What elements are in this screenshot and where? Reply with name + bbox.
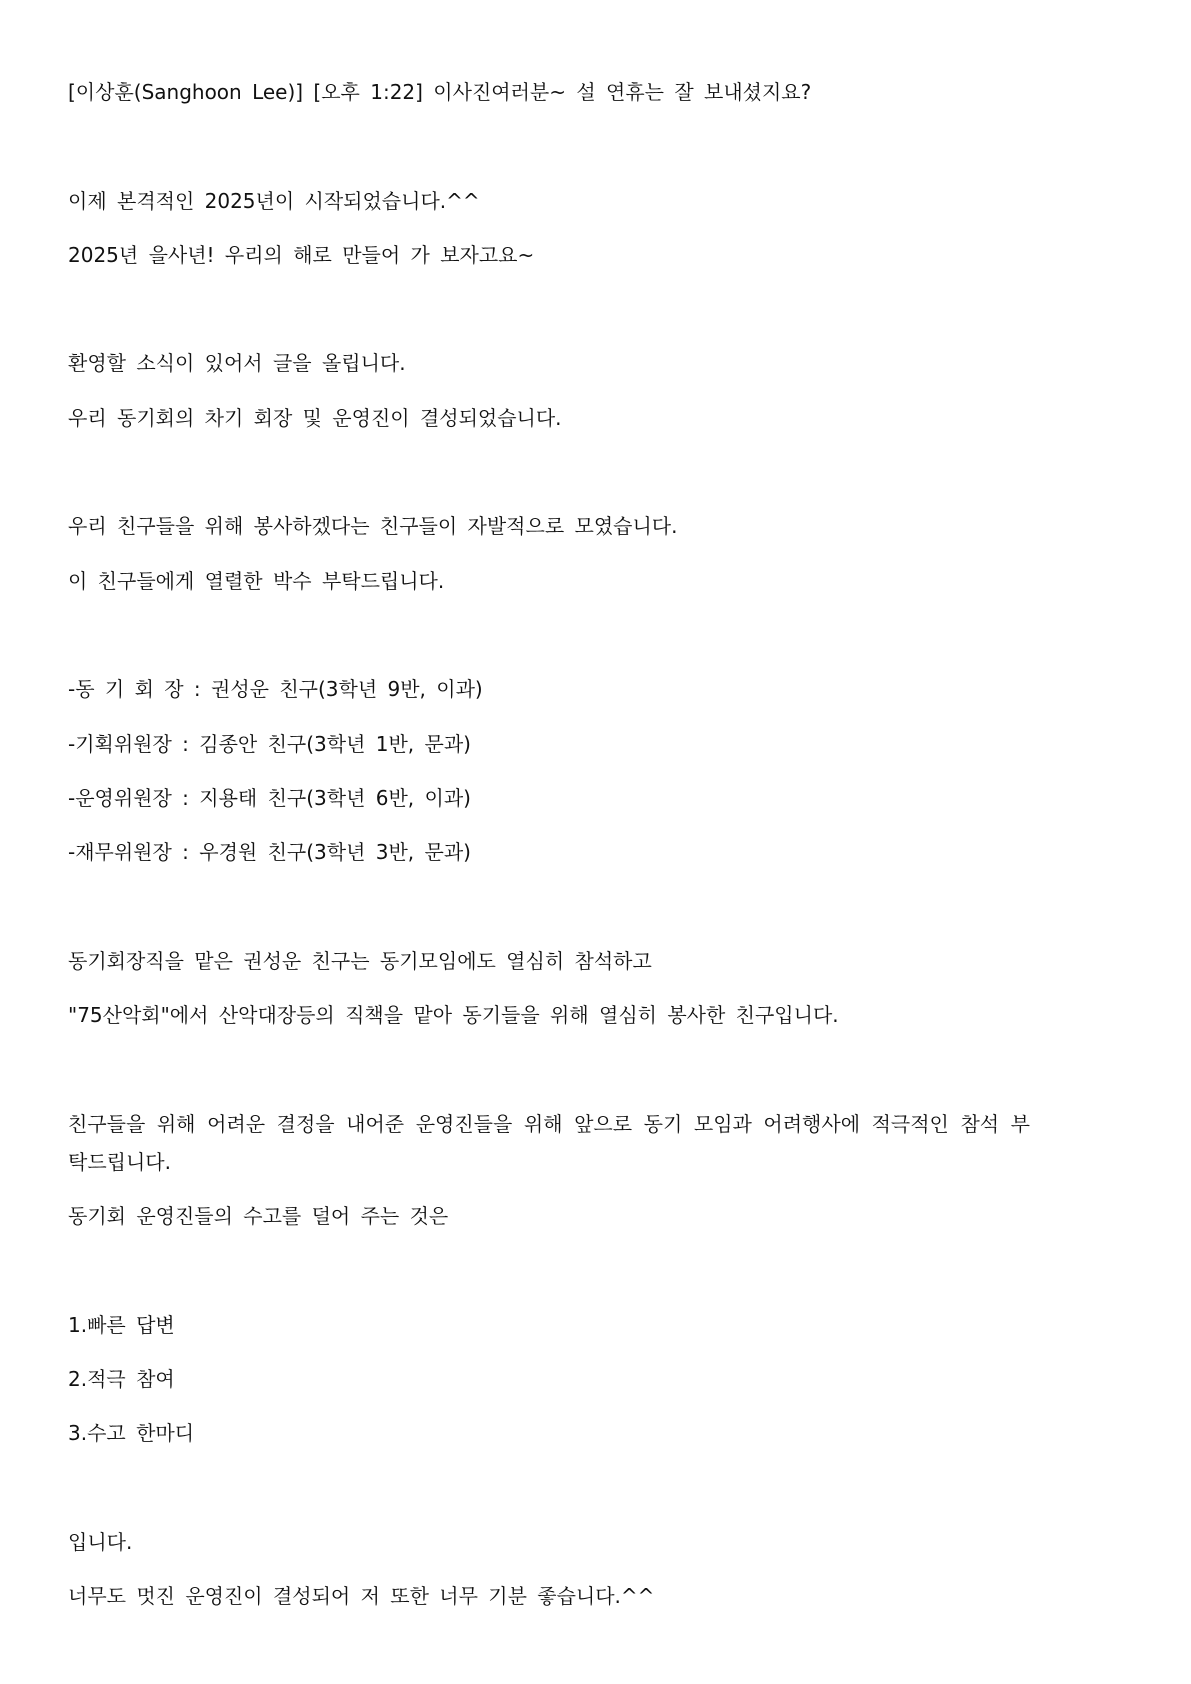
greeting-line: 이제 본격적인 2025년이 시작되었습니다.^^ (68, 188, 480, 213)
blank-line (68, 1050, 1030, 1088)
list-item: 2.적극 참여 (68, 1366, 175, 1391)
committee-member-finance: -재무위원장 : 우경원 친구(3학년 3반, 문과) (68, 840, 471, 865)
closing-line: 입니다. (68, 1529, 133, 1554)
blank-line (68, 887, 1030, 925)
chairman-intro-line: "75산악회"에서 산악대장등의 직책을 맡아 동기들을 위해 열심히 봉사한 친구입니다. (68, 1003, 839, 1028)
list-item: 3.수고 한마디 (68, 1421, 195, 1446)
blank-line (68, 1468, 1030, 1506)
request-line: 동기회 운영진들의 수고를 덜어 주는 것은 (68, 1203, 449, 1228)
list-item: 1.빠른 답변 (68, 1312, 175, 1337)
committee-member-chairman: -동 기 회 장 : 권성운 친구(3학년 9반, 이과) (68, 677, 483, 702)
blank-line (68, 1251, 1030, 1289)
announcement-line: 환영할 소식이 있어서 글을 올립니다. (68, 351, 406, 376)
blank-line (68, 290, 1030, 328)
blank-line (68, 127, 1030, 165)
volunteers-line: 우리 친구들을 위해 봉사하겠다는 친구들이 자발적으로 모였습니다. (68, 514, 678, 539)
volunteers-line: 이 친구들에게 열렬한 박수 부탁드립니다. (68, 568, 445, 593)
message-header: [이상훈(Sanghoon Lee)] [오후 1:22] 이사진여러분~ 설 연휴는 잘 보내셨지요? (68, 80, 812, 104)
message-body (68, 73, 1030, 1631)
announcement-line: 우리 동기회의 차기 회장 및 운영진이 결성되었습니다. (68, 405, 562, 430)
committee-member-operations: -운영위원장 : 지용태 친구(3학년 6반, 이과) (68, 785, 471, 810)
chairman-intro-line: 동기회장직을 맡은 권성운 친구는 동기모임에도 열심히 참석하고 (68, 948, 652, 973)
request-paragraph: 친구들을 위해 어려운 결정을 내어준 운영진들을 위해 앞으로 동기 모임과 어려행사에 적극적인 참석 부탁드립니다. (68, 1111, 1030, 1174)
blank-line (68, 616, 1030, 654)
blank-line (68, 453, 1030, 491)
greeting-line: 2025년 을사년! 우리의 해로 만들어 가 보자고요~ (68, 242, 535, 267)
committee-member-planning: -기획위원장 : 김종안 친구(3학년 1반, 문과) (68, 731, 471, 756)
closing-line: 너무도 멋진 운영진이 결성되어 저 또한 너무 기분 좋습니다.^^ (68, 1584, 655, 1609)
